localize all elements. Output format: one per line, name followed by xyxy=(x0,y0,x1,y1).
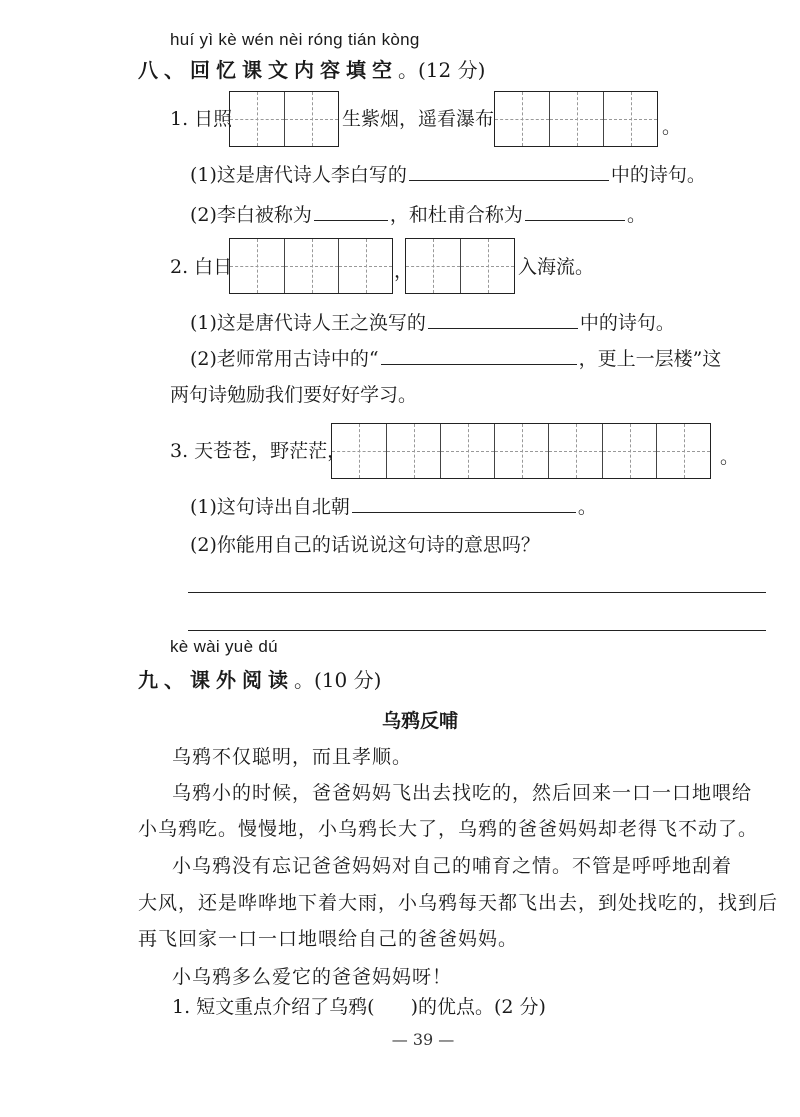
q3-sub1-blank[interactable] xyxy=(352,511,576,513)
section9-heading xyxy=(138,664,381,693)
q2-end: 入海流。 xyxy=(518,256,595,278)
q2-sub2-start: (2)老师常用古诗中的“ xyxy=(190,348,379,370)
reading-q1 xyxy=(172,998,546,1017)
q2-prefix: 2. 白日 xyxy=(170,256,233,278)
passage-paragraph: 小乌鸦多么爱它的爸爸妈妈呀！ xyxy=(172,966,453,988)
q1-sub2-end: 。 xyxy=(626,204,646,226)
reading-q1-end: )的优点。(2 分) xyxy=(410,996,546,1018)
q1-prefix: 1. 日照 xyxy=(170,108,233,130)
q2-sub1-blank[interactable] xyxy=(428,327,578,329)
section9-pinyin: kè wài yuè dú xyxy=(170,637,278,656)
q1-sub1-start: (1)这是唐代诗人李白写的 xyxy=(190,164,407,186)
q1-sub2-blank-1[interactable] xyxy=(314,219,388,221)
q3-sub1-start: (1)这句诗出自北朝 xyxy=(190,496,350,518)
passage-paragraph: 再飞回家一口一口地喂给自己的爸爸妈妈。 xyxy=(138,928,519,950)
q2-answer-grid-1[interactable] xyxy=(229,238,393,294)
passage-paragraph: 大风，还是哗哗地下着大雨，小乌鸦每天都飞出去，到处找吃的，找到后 xyxy=(138,892,779,914)
passage-title: 乌鸦反哺 xyxy=(381,710,458,732)
reading-q1-start: 1. 短文重点介绍了乌鸦( xyxy=(172,996,375,1018)
q2-sub2 xyxy=(190,350,721,369)
q2-comma: ， xyxy=(394,260,414,282)
passage-paragraph: 小乌鸦吃。慢慢地，小乌鸦长大了，乌鸦的爸爸妈妈却老得飞不动了。 xyxy=(138,818,759,840)
section8-pinyin: huí yì kè wén nèi róng tián kòng xyxy=(170,30,420,49)
q1-sub1 xyxy=(190,166,706,185)
section9-heading-text: 九、课外阅读 xyxy=(138,668,294,692)
q1-middle: 生紫烟，遥看瀑布 xyxy=(342,108,495,130)
passage-paragraph: 乌鸦小的时候，爸爸妈妈飞出去找吃的，然后回来一口一口地喂给 xyxy=(172,782,753,804)
q2-sub2-line2: 两句诗勉励我们要好好学习。 xyxy=(170,384,418,406)
q3-answer-line-2[interactable] xyxy=(188,630,766,631)
q3-prefix: 3. 天苍苍，野茫茫， xyxy=(170,440,347,462)
q1-sub1-end: 中的诗句。 xyxy=(610,164,706,186)
q3-sub1-end: 。 xyxy=(577,496,597,518)
passage-paragraph: 小乌鸦没有忘记爸爸妈妈对自己的哺育之情。不管是呼呼地刮着 xyxy=(172,855,733,877)
q1-sub2 xyxy=(190,206,646,225)
q1-answer-grid-2[interactable] xyxy=(494,91,658,147)
q2-sub2-blank[interactable] xyxy=(381,363,577,365)
q2-sub2-end: ，更上一层楼”这 xyxy=(578,348,722,370)
q2-sub1-start: (1)这是唐代诗人王之涣写的 xyxy=(190,312,426,334)
q2-sub1 xyxy=(190,314,675,333)
q1-sub2-start: (2)李白被称为 xyxy=(190,204,312,226)
q2-answer-grid-2[interactable] xyxy=(405,238,515,294)
q3-answer-line-1[interactable] xyxy=(188,592,766,593)
passage-paragraph: 乌鸦不仅聪明，而且孝顺。 xyxy=(172,746,413,768)
q3-sub1 xyxy=(190,498,597,517)
q1-sub2-mid: ，和杜甫合称为 xyxy=(389,204,523,226)
section8-heading-text: 八、回忆课文内容填空 xyxy=(138,58,398,82)
q3-sub2: (2)你能用自己的话说说这句诗的意思吗？ xyxy=(190,534,540,556)
q2-sub1-end: 中的诗句。 xyxy=(579,312,675,334)
section8-heading xyxy=(138,54,485,83)
section8-score: 。(12 分) xyxy=(398,58,486,82)
page-number: — 39 — xyxy=(391,1030,455,1049)
q1-end: 。 xyxy=(662,116,682,138)
q1-answer-grid-1[interactable] xyxy=(229,91,339,147)
section9-score: 。(10 分) xyxy=(294,668,382,692)
q1-sub1-blank[interactable] xyxy=(409,179,609,181)
q3-answer-grid[interactable] xyxy=(331,423,711,479)
q3-end: 。 xyxy=(720,446,740,468)
q1-sub2-blank-2[interactable] xyxy=(525,219,625,221)
